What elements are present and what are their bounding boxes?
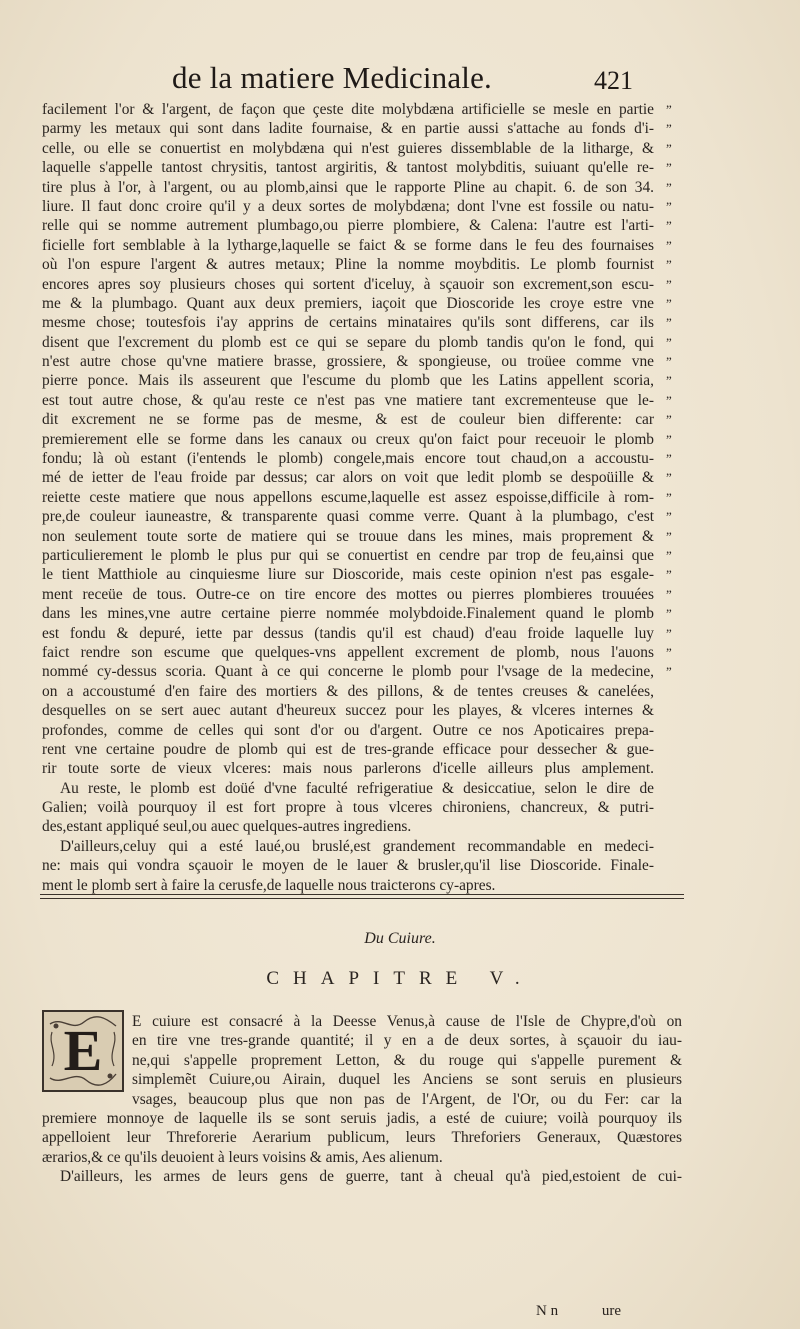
quote-mark: ” xyxy=(666,334,672,350)
quote-mark: ” xyxy=(666,198,672,214)
text-line: est tout autre chose, & qu'au reste ce n'est pas vne matiere tant excrementeuse que le- xyxy=(42,391,654,409)
quote-mark: ” xyxy=(666,354,672,370)
catchword-line xyxy=(536,1303,661,1320)
text-line: où l'on espure l'argent & autres metaux; Pline la nomme moybditis. Le plomb fournist xyxy=(42,256,654,274)
quote-mark: ” xyxy=(666,470,672,486)
quote-mark: ” xyxy=(666,664,672,680)
text-line: rir toute sorte de vieux vlceres: mais nous parlerons d'icelle ailleurs plus amplement. xyxy=(42,760,654,778)
text-line: en tire vne tres-grande quantité; il y en a de deux sortes, à sçauoir du iau- xyxy=(132,1032,682,1050)
text-line: premierement elle se forme dans les canaux ou creux qu'on faict pour receuoir le plomb xyxy=(42,430,654,448)
page-number: 421 xyxy=(594,66,633,95)
text-line: dans les mines,vne autre certaine pierre nommée molybdoide.Finalement quand le plomb xyxy=(42,605,654,623)
text-line: parmy les metaux qui sont dans ladite fournaise, & en partie aussi s'attache au fonds d'i- xyxy=(42,120,654,138)
text-line: encores apres soy plusieurs choses qui sortent d'iceluy, à sçauoir son excrement,son escu- xyxy=(42,275,654,293)
text-line: D'ailleurs,celuy qui a esté laué,ou bruslé,est grandement recommandable en medeci- xyxy=(60,837,654,855)
text-line: nommé cy-dessus scoria. Quant à ce qui concerne le plomb pour l'vsage de la medecine, xyxy=(42,663,654,681)
text-line: liure. Il faut donc croire qu'il y a deux sortes de molybdæna; dont l'vne est fossile ou natu- xyxy=(42,197,654,215)
text-line: on a accoustumé d'en faire des mortiers & des pillons, & de tentes creuses & canelées, xyxy=(42,682,654,700)
text-line: vsages, beaucoup plus que non pas de l'Argent, de l'Or, ou du Fer: car la xyxy=(132,1090,682,1108)
quote-mark: ” xyxy=(666,160,672,176)
catchword: ure xyxy=(601,1303,621,1319)
text-line: mé de ietter de l'eau froide par dessus; car alors on voit que ledit plomb se despoüille & xyxy=(42,469,654,487)
quote-mark: ” xyxy=(666,102,672,117)
text-line: pierre ponce. Mais ils asseurent que l'escume du plomb que les Latins appellent scoria, xyxy=(42,372,654,390)
text-line: disent que l'excrement du plomb est ce qui se separe du plomb tandis qu'on le fond, qui xyxy=(42,333,654,351)
dropcap-letter: E xyxy=(63,1018,103,1083)
text-line: faict rendre son escume que quelques-vns appellent excrement de plomb, nous l'auons xyxy=(42,643,654,661)
body-text xyxy=(42,100,654,895)
text-line: des,estant appliqué seul,ou auec quelques-autres ingrediens. xyxy=(42,818,412,836)
text-line: E cuiure est consacré à la Deesse Venus,à cause de l'Isle de Chypre,d'où on xyxy=(132,1013,682,1030)
chapter-heading: CHAPITRE V. xyxy=(266,968,534,989)
text-line: desquelles on se sert auec autant d'heureux succez pour les playes, & vlceres internes & xyxy=(42,702,654,720)
quote-mark: ” xyxy=(666,315,672,331)
quote-mark: ” xyxy=(666,509,672,525)
quote-mark: ” xyxy=(666,567,672,583)
quote-mark: ” xyxy=(666,451,672,467)
quote-mark: ” xyxy=(666,295,672,311)
text-line: ment receüe de tous. Outre-ce on tire encore des mottes ou pierres plombieres trouuées xyxy=(42,585,654,603)
text-line: fondu; là où estant (i'entends le plomb) congele,mais encore tout chaud,on a accoustu- xyxy=(42,450,654,468)
text-line: facilement l'or & l'argent, de façon que çeste dite molybdæna artificielle se mesle en partie xyxy=(42,101,654,118)
text-line: appelloient leur Threforerie Aerarium publicum, leurs Threforiers Generaux, Quæstores xyxy=(42,1129,682,1147)
quote-mark: ” xyxy=(666,547,672,563)
text-line: pre,de couleur iauneastre, & transparente quasi comme verre. Quant à la plumbago, c'est xyxy=(42,508,654,526)
text-line: laquelle s'appelle tantost chrysitis, tantost argiritis, & tantost molybditis, suiuant qu'elle re- xyxy=(42,159,654,177)
quote-mark: ” xyxy=(666,431,672,447)
text-line: Galien; voilà pourquoy il est fort propre à tous vlceres chironiens, chancreux, & putri- xyxy=(42,799,654,817)
quote-mark: ” xyxy=(666,179,672,195)
text-line: ne: mais qui vondra sçauoir le moyen de le lauer & brusler,qu'il lise Dioscoride. Finale- xyxy=(42,857,654,875)
signature-mark: N n xyxy=(536,1303,559,1319)
text-line: le tient Matthiole au cinquiesme liure sur Dioscoride, mais ceste opinion n'est pas esgale- xyxy=(42,566,654,584)
text-line: particulierement le plomb le plus pur qui se conuertist en cendre par trop de feu,ainsi que xyxy=(42,546,654,564)
text-line: profondes, comme de celles qui sont d'or ou d'argent. Outre ce nos Apoticaires prepa- xyxy=(42,721,654,739)
quote-mark: ” xyxy=(666,392,672,408)
quote-mark: ” xyxy=(666,373,672,389)
quote-mark: ” xyxy=(666,218,672,234)
quote-mark: ” xyxy=(666,257,672,273)
quote-mark: ” xyxy=(666,121,672,137)
text-line: D'ailleurs, les armes de leurs gens de guerre, tant à cheual qu'à pied,estoient de cui- xyxy=(60,1168,682,1186)
text-line: Au reste, le plomb est doüé d'vne faculté refrigeratiue & desiccatiue, selon le dire de xyxy=(60,779,654,797)
quote-mark: ” xyxy=(666,276,672,292)
text-line: reiette ceste matiere que nous appellons escume,laquelle est assez espoisse,difficile à rom- xyxy=(42,488,654,506)
quote-mark: ” xyxy=(666,528,672,544)
text-line: ficielle fort semblable à la lytharge,laquelle se faict & se forme dans le feu des fournaises xyxy=(42,236,654,254)
text-line: n'est autre chose qu'vne matiere brasse, grossiere, & spongieuse, ou troüee comme vne xyxy=(42,353,654,371)
quote-mark: ” xyxy=(666,140,672,156)
margin-quote-marks xyxy=(666,100,686,682)
text-line: ne,qui s'appelle proprement Letton, & du rouge qui s'appelle purement & xyxy=(132,1051,682,1069)
text-line: est fondu & depuré, iette par dessus (tandis qu'il est chaud) d'eau froide laquelle luy xyxy=(42,624,654,642)
text-line: premiere monnoye de laquelle ils se sont seruis jadis, a esté de cuiure; voilà pourquoy ils xyxy=(42,1109,682,1127)
quote-mark: ” xyxy=(666,606,672,622)
text-line: dit excrement ne se forme pas de mesme, & est de couleur bien differente: car xyxy=(42,411,654,429)
text-line: simplemẽt Cuiure,ou Airain, duquel les Anciens se sont seruis en plusieurs xyxy=(132,1071,682,1089)
text-line: ment le plomb sert à faire la cerusfe,de laquelle nous traicterons cy-apres. xyxy=(42,876,496,894)
chapter-text xyxy=(42,1012,682,1187)
text-line: tire plus à l'or, à l'argent, ou au plomb,ainsi que le rapporte Pline au chapit. 6. de son 34. xyxy=(42,178,654,196)
section-divider-rule xyxy=(40,894,684,899)
quote-mark: ” xyxy=(666,412,672,428)
text-line: celle, ou elle se conuertist en molybdæna qui n'est guieres dissemblable de la litharge, & xyxy=(42,139,654,157)
text-line: me & la plumbago. Quant aux deux premiers, iaçoit que Dioscoride les croye estre vne xyxy=(42,294,654,312)
text-line: mesme chose; toutesfois i'ay apprins de certains minataires qu'ils sont differens, car ils xyxy=(42,314,654,332)
quote-mark: ” xyxy=(666,237,672,253)
running-title: de la matiere Medicinale. xyxy=(172,60,493,95)
text-line: relle qui se nomme autrement plumbago,ou pierre plombiere, & Calena: l'autre est l'arti- xyxy=(42,217,654,235)
quote-mark: ” xyxy=(666,644,672,660)
text-line: ærarios,& ce qu'ils deuoient à leurs voisins & amis, Aes alienum. xyxy=(42,1148,443,1166)
section-title: Du Cuiure. xyxy=(364,930,436,947)
text-line: rent vne certaine poudre de plomb qui est de tres-grande efficace pour dessecher & gue- xyxy=(42,740,654,758)
quote-mark: ” xyxy=(666,489,672,505)
quote-mark: ” xyxy=(666,586,672,602)
text-line: non seulement toute sorte de matiere qui se trouue dans les mines, mais proprement & xyxy=(42,527,654,545)
quote-mark: ” xyxy=(666,625,672,641)
